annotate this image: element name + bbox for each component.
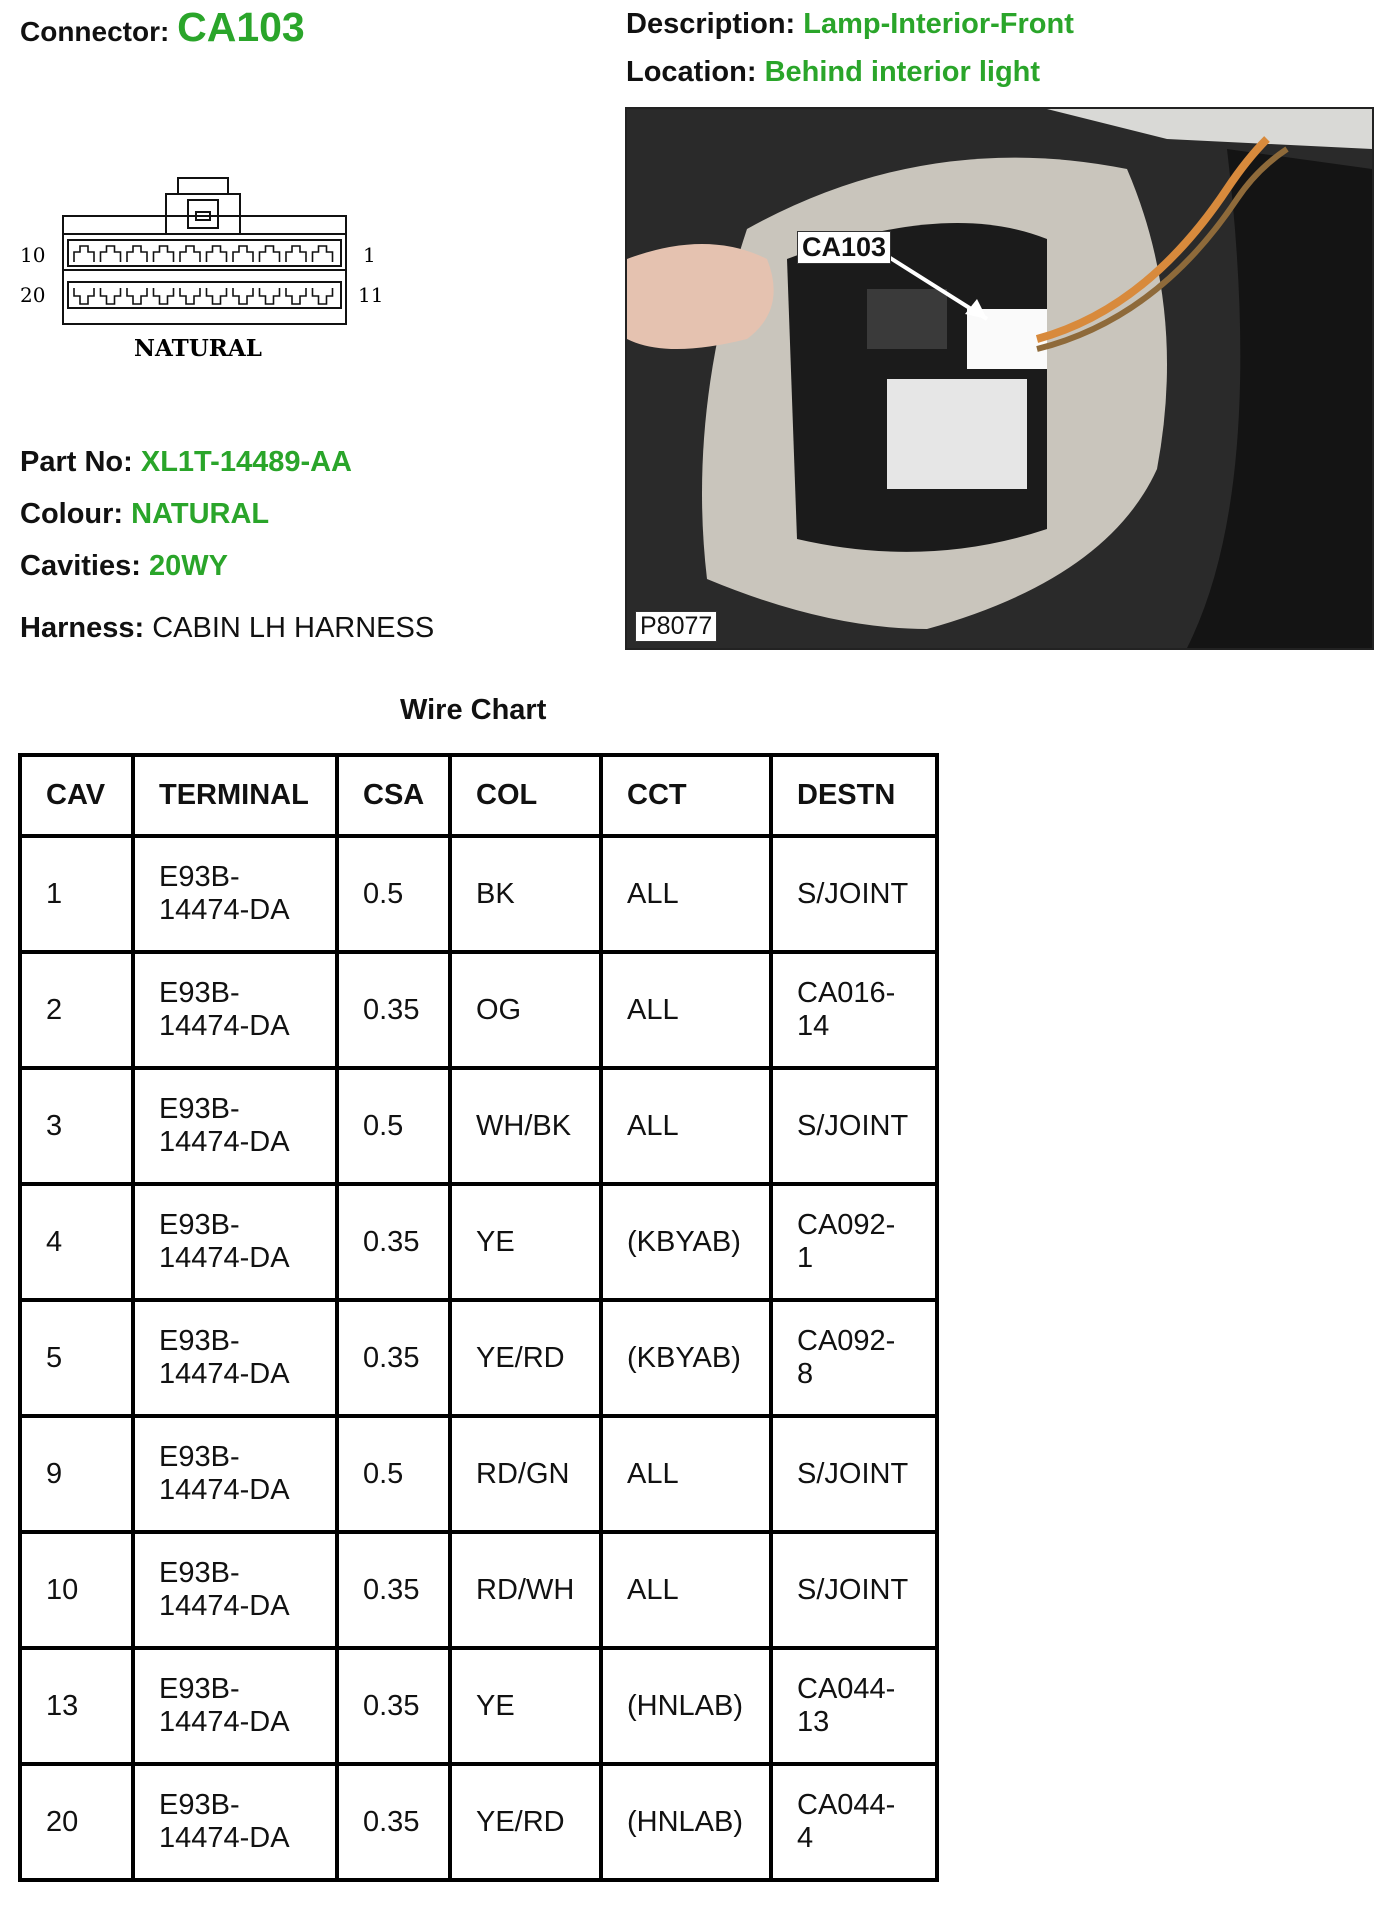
table-row	[20, 1416, 937, 1532]
connector-pin-cell	[286, 246, 306, 262]
description-label: Description:	[626, 8, 796, 40]
cell-destn: CA016- 14	[771, 952, 937, 1068]
part-number-label: Part No:	[20, 446, 133, 478]
cell-col: RD/GN	[450, 1416, 601, 1532]
pin-label-bottom-left: 20	[20, 283, 46, 307]
photo-id-label: P8077	[635, 611, 717, 642]
photo-illustration	[627, 109, 1372, 648]
connector-pin-cell	[180, 246, 200, 262]
cell-cav: 20	[20, 1764, 133, 1880]
connector-pin-cell	[260, 288, 280, 304]
connector-pin-cell	[286, 288, 306, 304]
cell-cct: ALL	[601, 1532, 771, 1648]
header-cav: CAV	[20, 755, 133, 836]
cavities-value: 20WY	[148, 550, 228, 582]
connector-pin-cell	[154, 288, 174, 304]
description-value: Lamp-Interior-Front	[803, 8, 1074, 40]
description-line	[626, 8, 1074, 41]
wire-chart-title: Wire Chart	[400, 694, 547, 726]
cell-csa: 0.35	[337, 1648, 450, 1764]
cell-terminal: E93B- 14474-DA	[133, 952, 337, 1068]
colour-value: NATURAL	[131, 498, 270, 530]
connector-pin-cell	[180, 288, 200, 304]
wire-chart-header-row	[20, 755, 937, 836]
wire-chart-table	[18, 753, 939, 1882]
part-number-line	[20, 446, 352, 479]
cell-destn: S/JOINT	[771, 836, 937, 952]
part-number-value: XL1T-14489-AA	[140, 446, 353, 478]
connector-id: CA103	[177, 4, 305, 50]
cell-cav: 3	[20, 1068, 133, 1184]
cell-cct: (KBYAB)	[601, 1184, 771, 1300]
connector-pin-cell	[233, 288, 253, 304]
cell-csa: 0.5	[337, 1416, 450, 1532]
table-row	[20, 1648, 937, 1764]
connector-pin-cell	[313, 288, 333, 304]
connector-heading	[20, 4, 305, 51]
cell-destn: CA044- 13	[771, 1648, 937, 1764]
cell-cct: ALL	[601, 836, 771, 952]
cell-cct: ALL	[601, 952, 771, 1068]
cell-cav: 9	[20, 1416, 133, 1532]
cavities-line	[20, 550, 228, 583]
cell-terminal: E93B- 14474-DA	[133, 1184, 337, 1300]
cell-csa: 0.5	[337, 1068, 450, 1184]
pin-label-top-left: 10	[20, 243, 46, 267]
connector-pin-cell	[233, 246, 253, 262]
cell-terminal: E93B- 14474-DA	[133, 1764, 337, 1880]
cell-col: WH/BK	[450, 1068, 601, 1184]
connector-face-drawing	[18, 170, 388, 370]
header-destn: DESTN	[771, 755, 937, 836]
table-row	[20, 1068, 937, 1184]
cell-csa: 0.35	[337, 952, 450, 1068]
cell-csa: 0.35	[337, 1532, 450, 1648]
harness-label: Harness:	[20, 612, 145, 644]
cell-csa: 0.5	[337, 836, 450, 952]
connector-face-diagram	[18, 170, 388, 370]
connector-pin-cell	[207, 246, 227, 262]
cell-col: YE/RD	[450, 1300, 601, 1416]
cell-destn: CA092- 8	[771, 1300, 937, 1416]
location-line	[626, 56, 1040, 89]
photo-callout-label: CA103	[797, 231, 891, 264]
cell-terminal: E93B- 14474-DA	[133, 836, 337, 952]
location-value: Behind interior light	[764, 56, 1041, 88]
cell-csa: 0.35	[337, 1300, 450, 1416]
harness-line	[20, 612, 434, 645]
cell-cav: 2	[20, 952, 133, 1068]
cell-destn: S/JOINT	[771, 1532, 937, 1648]
cell-col: YE	[450, 1648, 601, 1764]
cell-terminal: E93B- 14474-DA	[133, 1532, 337, 1648]
wire-chart-body	[20, 836, 937, 1880]
connector-location-photo	[625, 107, 1374, 650]
pin-label-top-right: 1	[363, 243, 376, 267]
connector-pin-cell	[127, 288, 147, 304]
connector-pin-cell	[101, 288, 121, 304]
cell-destn: CA044- 4	[771, 1764, 937, 1880]
cell-terminal: E93B- 14474-DA	[133, 1648, 337, 1764]
connector-pin-cell	[74, 246, 94, 262]
connector-pin-cell	[127, 246, 147, 262]
cell-col: RD/WH	[450, 1532, 601, 1648]
location-label: Location:	[626, 56, 757, 88]
pin-label-bottom-right: 11	[358, 283, 384, 307]
header-col: COL	[450, 755, 601, 836]
cell-col: YE/RD	[450, 1764, 601, 1880]
colour-line	[20, 498, 269, 531]
cell-cct: (KBYAB)	[601, 1300, 771, 1416]
cell-cav: 4	[20, 1184, 133, 1300]
cell-destn: CA092- 1	[771, 1184, 937, 1300]
diagram-caption: NATURAL	[134, 335, 262, 362]
cell-cav: 5	[20, 1300, 133, 1416]
cell-col: BK	[450, 836, 601, 952]
cell-cav: 10	[20, 1532, 133, 1648]
table-row	[20, 1764, 937, 1880]
header-cct: CCT	[601, 755, 771, 836]
cell-col: OG	[450, 952, 601, 1068]
cell-terminal: E93B- 14474-DA	[133, 1068, 337, 1184]
cell-terminal: E93B- 14474-DA	[133, 1300, 337, 1416]
connector-pin-cell	[154, 246, 174, 262]
colour-label: Colour:	[20, 498, 124, 530]
cell-col: YE	[450, 1184, 601, 1300]
cell-csa: 0.35	[337, 1764, 450, 1880]
connector-pin-cell	[101, 246, 121, 262]
table-row	[20, 1532, 937, 1648]
connector-label: Connector:	[20, 16, 170, 47]
cavities-label: Cavities:	[20, 550, 141, 582]
cell-destn: S/JOINT	[771, 1068, 937, 1184]
connector-pin-cell	[74, 288, 94, 304]
cell-terminal: E93B- 14474-DA	[133, 1416, 337, 1532]
connector-pin-cell	[260, 246, 280, 262]
table-row	[20, 1184, 937, 1300]
cell-cct: (HNLAB)	[601, 1648, 771, 1764]
cell-cct: (HNLAB)	[601, 1764, 771, 1880]
table-row	[20, 1300, 937, 1416]
cell-cct: ALL	[601, 1068, 771, 1184]
header-terminal: TERMINAL	[133, 755, 337, 836]
cell-cav: 1	[20, 836, 133, 952]
cell-cct: ALL	[601, 1416, 771, 1532]
header-csa: CSA	[337, 755, 450, 836]
cell-destn: S/JOINT	[771, 1416, 937, 1532]
table-row	[20, 952, 937, 1068]
table-row	[20, 836, 937, 952]
harness-value: CABIN LH HARNESS	[152, 612, 435, 644]
cell-cav: 13	[20, 1648, 133, 1764]
connector-pin-cell	[207, 288, 227, 304]
cell-csa: 0.35	[337, 1184, 450, 1300]
connector-pin-cell	[313, 246, 333, 262]
